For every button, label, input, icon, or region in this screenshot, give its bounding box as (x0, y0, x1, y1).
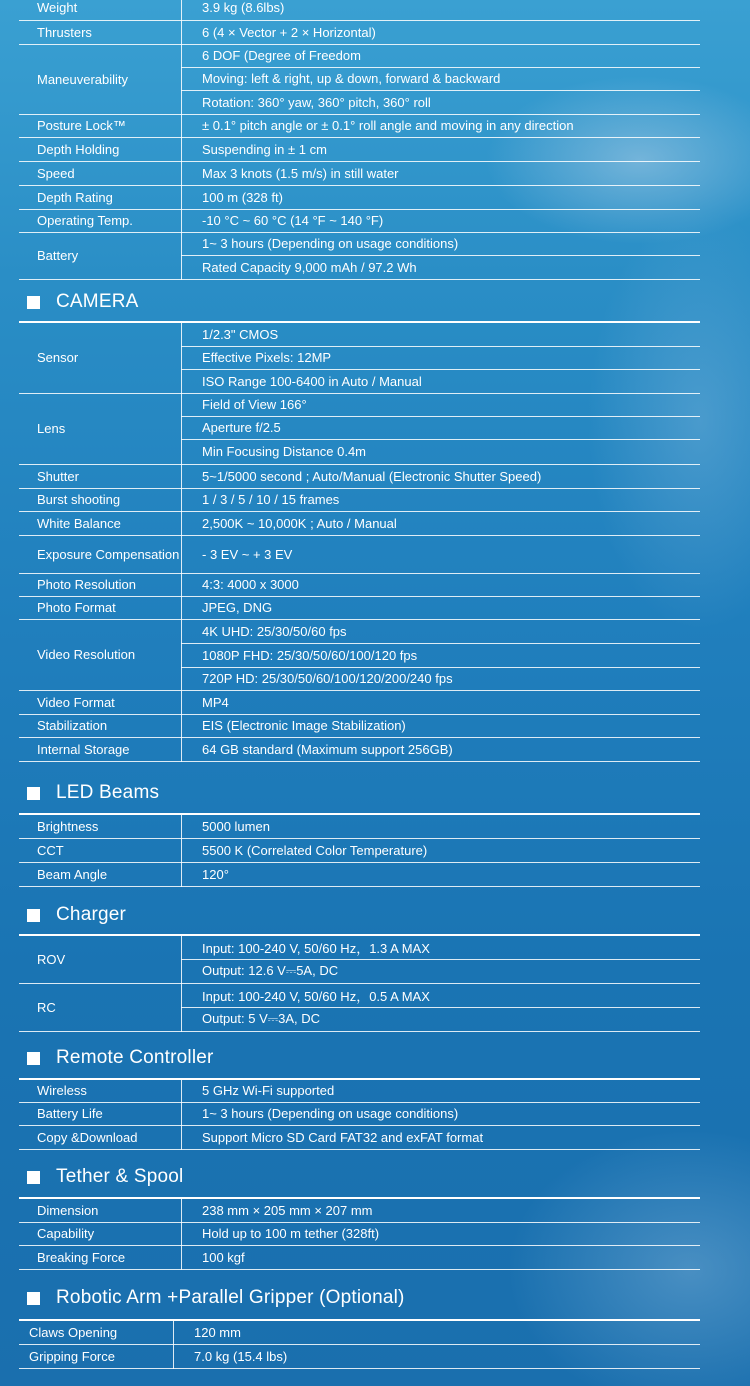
table-row (19, 1320, 700, 1344)
table-row (19, 322, 700, 346)
table-row (19, 209, 700, 232)
spec-key: Copy &Download (19, 1125, 182, 1149)
section-title: Robotic Arm +Parallel Gripper (Optional) (56, 1287, 405, 1308)
spec-value: 7.0 kg (15.4 lbs) (174, 1344, 701, 1368)
camera-spec-section (19, 321, 700, 762)
spec-value: Suspending in ± 1 cm (182, 137, 701, 161)
spec-value: Field of View 166° (182, 393, 701, 416)
rov-spec-table (19, 0, 700, 280)
spec-value: 4K UHD: 25/30/50/60 fps (182, 619, 701, 643)
spec-key: Beam Angle (19, 862, 182, 886)
camera-section-header (27, 290, 139, 314)
section-title: LED Beams (56, 782, 160, 803)
spec-value: Input: 100-240 V, 50/60 Hz，1.3 A MAX (182, 935, 701, 959)
spec-value: 1080P FHD: 25/30/50/60/100/120 fps (182, 643, 701, 667)
spec-value: 100 kgf (182, 1245, 701, 1269)
spec-value: Min Focusing Distance 0.4m (182, 439, 701, 464)
spec-value: MP4 (182, 690, 701, 714)
table-row (19, 0, 700, 20)
table-row (19, 619, 700, 643)
spec-key: ROV (19, 935, 182, 983)
led-section-header (27, 781, 159, 805)
spec-value: Output: 5 V⎓3A, DC (182, 1007, 701, 1031)
spec-value: 5500 K (Correlated Color Temperature) (182, 838, 701, 862)
spec-key: Burst shooting (19, 488, 182, 511)
spec-value: 5~1/5000 second ; Auto/Manual (Electronic Shutter Speed) (182, 464, 701, 488)
table-row (19, 488, 700, 511)
table-row (19, 232, 700, 255)
table-row (19, 1245, 700, 1269)
table-row (19, 596, 700, 619)
tether-spec-section (19, 1197, 700, 1270)
table-row (19, 114, 700, 137)
section-title: Tether & Spool (56, 1166, 184, 1187)
led-spec-table (19, 813, 700, 887)
section-title: CAMERA (56, 291, 139, 312)
table-row (19, 1198, 700, 1222)
table-row (19, 535, 700, 573)
spec-value: Support Micro SD Card FAT32 and exFAT format (182, 1125, 701, 1149)
spec-key: Stabilization (19, 714, 182, 737)
table-row (19, 161, 700, 185)
remote-spec-table (19, 1078, 700, 1150)
spec-key: CCT (19, 838, 182, 862)
table-row (19, 464, 700, 488)
square-bullet-icon (27, 787, 40, 800)
spec-key: Posture Lock™ (19, 114, 182, 137)
table-row (19, 690, 700, 714)
spec-value: Moving: left & right, up & down, forward & backward (182, 67, 701, 90)
spec-value: EIS (Electronic Image Stabilization) (182, 714, 701, 737)
spec-value: 6 (4 × Vector + 2 × Horizontal) (182, 20, 701, 44)
spec-key: Depth Holding (19, 137, 182, 161)
table-row (19, 137, 700, 161)
table-row (19, 1222, 700, 1245)
remote-section-header (27, 1046, 214, 1070)
spec-key: Operating Temp. (19, 209, 182, 232)
spec-value: 120° (182, 862, 701, 886)
spec-value: Hold up to 100 m tether (328ft) (182, 1222, 701, 1245)
spec-value: 64 GB standard (Maximum support 256GB) (182, 737, 701, 761)
spec-value: Rated Capacity 9,000 mAh / 97.2 Wh (182, 255, 701, 279)
spec-value: 1~ 3 hours (Depending on usage conditions) (182, 232, 701, 255)
spec-value: 5000 lumen (182, 814, 701, 838)
spec-value: - 3 EV ~ + 3 EV (182, 535, 701, 573)
table-row (19, 1125, 700, 1149)
robotic-arm-spec-section (19, 1319, 700, 1369)
table-row (19, 393, 700, 416)
spec-key: RC (19, 983, 182, 1031)
spec-value: Aperture f/2.5 (182, 416, 701, 439)
spec-value: Rotation: 360° yaw, 360° pitch, 360° roll (182, 90, 701, 114)
spec-key: Battery Life (19, 1102, 182, 1125)
spec-value: ISO Range 100-6400 in Auto / Manual (182, 369, 701, 393)
spec-key: Breaking Force (19, 1245, 182, 1269)
tether-section-header (27, 1165, 183, 1189)
table-row (19, 838, 700, 862)
spec-key: White Balance (19, 511, 182, 535)
tether-spec-table (19, 1197, 700, 1270)
spec-key: Capability (19, 1222, 182, 1245)
table-row (19, 1079, 700, 1102)
table-row (19, 1102, 700, 1125)
spec-value: 1~ 3 hours (Depending on usage conditions) (182, 1102, 701, 1125)
spec-value: Max 3 knots (1.5 m/s) in still water (182, 161, 701, 185)
spec-value: Effective Pixels: 12MP (182, 346, 701, 369)
spec-key: Battery (19, 232, 182, 279)
spec-value: 238 mm × 205 mm × 207 mm (182, 1198, 701, 1222)
spec-value: 120 mm (174, 1320, 701, 1344)
spec-value: 1/2.3" CMOS (182, 322, 701, 346)
spec-key: Maneuverability (19, 44, 182, 114)
table-row (19, 1344, 700, 1368)
spec-key: Photo Resolution (19, 573, 182, 596)
spec-value: -10 °C ~ 60 °C (14 °F ~ 140 °F) (182, 209, 701, 232)
table-row (19, 573, 700, 596)
robotic-arm-spec-table (19, 1319, 700, 1369)
table-row (19, 737, 700, 761)
spec-value: 2,500K ~ 10,000K ; Auto / Manual (182, 511, 701, 535)
rov-spec-section (19, 0, 700, 280)
spec-value: 4:3: 4000 x 3000 (182, 573, 701, 596)
spec-key: Thrusters (19, 20, 182, 44)
spec-key: Dimension (19, 1198, 182, 1222)
spec-key: Video Resolution (19, 619, 182, 690)
spec-key: Exposure Compensation (19, 535, 182, 573)
spec-key: Internal Storage (19, 737, 182, 761)
square-bullet-icon (27, 1171, 40, 1184)
camera-spec-table (19, 321, 700, 762)
spec-key: Speed (19, 161, 182, 185)
square-bullet-icon (27, 296, 40, 309)
spec-key: Video Format (19, 690, 182, 714)
table-row (19, 983, 700, 1007)
section-title: Charger (56, 904, 127, 925)
spec-value: Output: 12.6 V⎓5A, DC (182, 959, 701, 983)
spec-value: 1 / 3 / 5 / 10 / 15 frames (182, 488, 701, 511)
spec-key: Depth Rating (19, 185, 182, 209)
spec-value: ± 0.1° pitch angle or ± 0.1° roll angle and moving in any direction (182, 114, 701, 137)
spec-key: Weight (19, 0, 182, 20)
spec-key: Photo Format (19, 596, 182, 619)
square-bullet-icon (27, 909, 40, 922)
spec-key: Brightness (19, 814, 182, 838)
spec-value: 720P HD: 25/30/50/60/100/120/200/240 fps (182, 667, 701, 690)
spec-key: Gripping Force (19, 1344, 174, 1368)
table-row (19, 185, 700, 209)
spec-value: 6 DOF (Degree of Freedom (182, 44, 701, 67)
led-spec-section (19, 813, 700, 887)
spec-key: Claws Opening (19, 1320, 174, 1344)
spec-value: 3.9 kg (8.6lbs) (182, 0, 701, 20)
table-row (19, 935, 700, 959)
spec-key: Sensor (19, 322, 182, 393)
spec-value: 100 m (328 ft) (182, 185, 701, 209)
spec-value: Input: 100-240 V, 50/60 Hz，0.5 A MAX (182, 983, 701, 1007)
table-row (19, 814, 700, 838)
charger-spec-table (19, 934, 700, 1032)
charger-section-header (27, 903, 126, 927)
spec-key: Lens (19, 393, 182, 464)
square-bullet-icon (27, 1052, 40, 1065)
table-row (19, 714, 700, 737)
spec-key: Wireless (19, 1079, 182, 1102)
section-title: Remote Controller (56, 1047, 214, 1068)
table-row (19, 20, 700, 44)
spec-value: 5 GHz Wi-Fi supported (182, 1079, 701, 1102)
remote-spec-section (19, 1078, 700, 1150)
spec-key: Shutter (19, 464, 182, 488)
charger-spec-section (19, 934, 700, 1032)
robotic-arm-section-header (27, 1286, 405, 1310)
table-row (19, 511, 700, 535)
spec-value: JPEG, DNG (182, 596, 701, 619)
square-bullet-icon (27, 1292, 40, 1305)
table-row (19, 44, 700, 67)
table-row (19, 862, 700, 886)
